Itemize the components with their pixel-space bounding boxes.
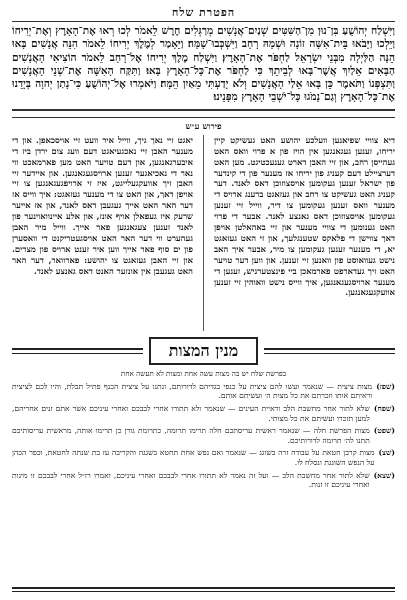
commentary-columns xyxy=(12,135,395,331)
mitzvah-text: מצות ציצית — שנאמר ועשו להם ציצית על כנפי בגדיהם לדורותם, ונתנו על ציצית הכנף פתיל תכלת, והיו לכם לציצית וראיתם אותו וזכרתם את כל מצות ה׳ ועשיתם אותם. xyxy=(12,381,373,401)
column-divider xyxy=(203,135,204,331)
haftara-text: וַיִּשְׁלַח יְהוֹשֻׁעַ בִּן־נוּן מִן־הַשִּׁטִּים שְׁנַיִם־אֲנָשִׁים מְרַגְּלִים חֶרֶשׁ לֵאמֹר לְכוּ רְאוּ אֶת־הָאָרֶץ וְאֶת־יְרִיחוֹ וַיֵּלְכוּ וַיָּבֹאוּ בֵּית־אִשָּׁה זוֹנָה וּשְׁמָהּ רָחָב וַיִּשְׁכְּבוּ־שָׁמָּה׃ וַיֵּאָמַר לְמֶלֶךְ יְרִיחוֹ לֵאמֹר הִנֵּה אֲנָשִׁים בָּאוּ הֵנָּה הַלַּיְלָה מִבְּנֵי יִשְׂרָאֵל לַחְפֹּר אֶת־הָאָרֶץ׃ וַיִּשְׁלַח מֶלֶךְ יְרִיחוֹ אֶל־רָחָב לֵאמֹר הוֹצִיאִי הָאֲנָשִׁים הַבָּאִים אֵלַיִךְ אֲשֶׁר־בָּאוּ לְבֵיתֵךְ כִּי לַחְפֹּר אֶת־כָּל־הָאָרֶץ בָּאוּ׃ וַתִּקַּח הָאִשָּׁה אֶת־שְׁנֵי הָאֲנָשִׁים וַתִּצְפְּנוֹ וַתֹּאמֶר כֵּן בָּאוּ אֵלַי הָאֲנָשִׁים וְלֹא יָדַעְתִּי מֵאַיִן הֵמָּה׃ וַיֹּאמְרוּ אֶל־יְהוֹשֻׁעַ כִּי־נָתַן יְהוָה בְּיָדֵנוּ אֶת־כָּל־הָאָרֶץ וְגַם־נָמֹגוּ כָּל־יֹשְׁבֵי הָאָרֶץ מִפָּנֵינוּ׃ xyxy=(12,25,395,104)
banner-bar-right xyxy=(264,348,395,354)
mitzvah-item xyxy=(12,448,395,467)
mitzvah-text: שלא לתור אחר מחשבת הלב — ועל זה נאמר לא תתורו אחרי לבבכם ואחרי עיניכם, ואמרו רז״ל אחרי לבבכם זו מינות ואחרי עיניכם זו זנות. xyxy=(12,470,370,490)
mitzvah-item xyxy=(12,404,395,423)
mitzvah-text: מצות קרבן חטאת על עבודה זרה בשוגג — שנאמר ואם נפש אחת תחטא בשגגה והקריבה עז בת שנתה לחטאת, וכפר הכהן על הנפש השוגגת ונסלח לו. xyxy=(12,448,375,467)
commentary-right-column: דיא צוויי שפיאנען וועלכע יהושע האט געשיקט קיין יריחו, זענען געגאנגען אין הויז פון א פרוי וואס האט געהייסן רחב, און זיי האבן דארט גענעכטיגט. מען האט דערציילט דעם קעניג פון יריחו אז מענער פון די קינדער פון ישראל זענען געקומען אויסצוזוכן דאס לאנד. דער קעניג האט געשיקט צו רחב און געזאגט ברענג ארויס די מענער וואס זענען געקומען צו דיר, ווייל זיי זענען געקומען אויסצוזוכן דאס גאנצע לאנד. אבער די פרוי האט גענומען די צוויי מענער און זיי באהאלטן אויפן דאך צווישן די פלאקס שטענגלעך, און זי האט געזאגט יא, די מענער זענען געקומען צו מיר, אבער איך האב נישט געוואוסט פון וואנען זיי זענען. און ווען דער טויער האט זיך געדארפט פארמאכן ביי פינצטערניש, זענען די מענער ארויסגעגאנגען, איך ווייס נישט וואוהין זיי זענען אוועקגעגאנגען. xyxy=(214,134,395,298)
mitzvah-item xyxy=(12,471,395,490)
footer-divider xyxy=(12,587,395,592)
commentary-heading: פירוש ע״ש xyxy=(185,121,222,132)
mitzvot-subtitle: בפרשת שלח יש בה מצות עשה אחת ומצות לא תעשה אחת xyxy=(120,368,287,378)
mitzvot-title: מנין המצות xyxy=(149,337,258,365)
mitzvah-number: (שפט) xyxy=(373,426,395,436)
mitzvah-number: (שצ) xyxy=(378,448,395,458)
mitzvah-text: מצות הפרשת חלה — שנאמר ראשית עריסתכם חלה תרימו תרומה, כתרומת גורן כן תרימו אותה, מראשית עריסותיכם תתנו לה׳ תרומה לדורותיכם. xyxy=(12,426,370,445)
mitzvah-number: (שפז) xyxy=(376,381,395,391)
mitzvah-text: שלא לתור אחר מחשבת הלב וראיית העינים — שנאמר ולא תתורו אחרי לבבכם ואחרי עיניכם אשר אתם זנים אחריהם, למען תזכרו ועשיתם את כל מצותי. xyxy=(12,403,370,423)
mitzvah-item xyxy=(12,426,395,445)
ornament-divider xyxy=(12,109,395,118)
mitzvot-list xyxy=(12,382,395,490)
mitzvah-item xyxy=(12,382,395,401)
page-title: הפטרת שלח xyxy=(12,6,395,22)
commentary-left-column: יאגט זיי נאך גיך, ווייל איר וועט זיי אויסכאפן. און די מענער האבן זיי נאכגעיאגט דעם וועג צום ירדן ביז די איבערגאנגען, און דעם טויער האט מען פארמאכט ווי נאר די נאכיאגער זענען ארויסגעגאנגען. און איידער זיי האבן זיך אוועקגעלייגט, איז זי ארויפגעגאנגען צו זיי אויפן דאך, און האט צו די מענער געזאגט: איך ווייס אז דער האר האט אייך געגעבן דאס לאנד, און אז אייער שרעק איז געפאלן אויף אונז, און אלע איינוואוינער פון לאנד זענען צעגאנגען פאר אייך. ווייל מיר האבן געהערט ווי דער האר האט אויסגעטריקנט די וואסערן פון ים סוף פאר אייך ווען איר זענט ארויס פון מצרים. און זיי האבן געזאגט צו יהושע: פארוואר, דער האר האט געגעבן אין אונזער האנט דאס גאנצע לאנד. xyxy=(12,134,193,276)
banner-bar-left xyxy=(12,348,143,354)
mitzvah-number: (שפח) xyxy=(373,403,395,413)
mitzvot-banner xyxy=(12,337,395,365)
mitzvah-number: (שצא) xyxy=(373,470,395,480)
